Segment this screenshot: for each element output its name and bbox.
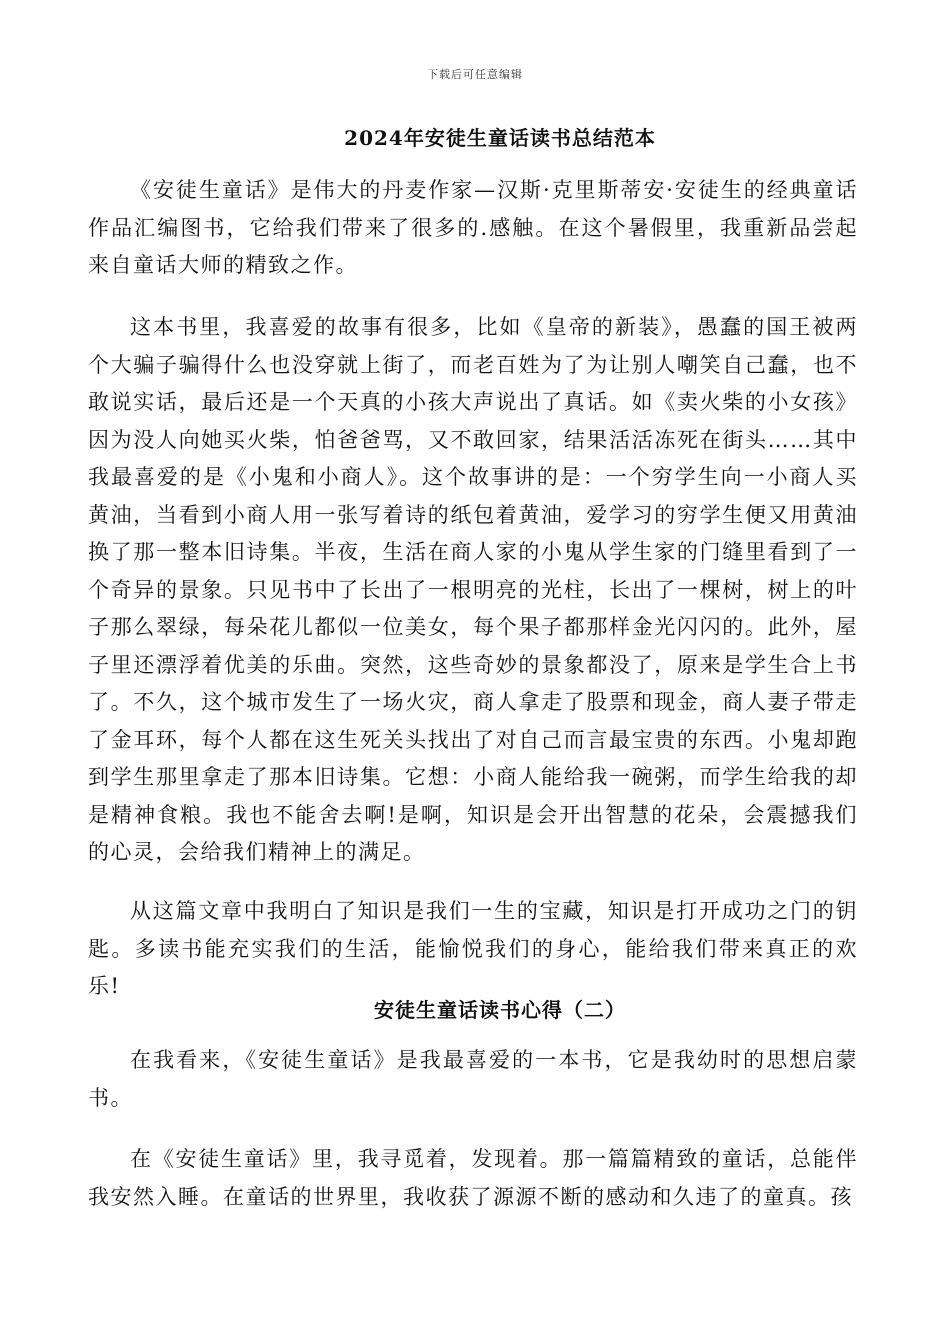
paragraph-intro: 《安徒生童话》是伟大的丹麦作家—汉斯·克里斯蒂安·安徒生的经典童话作品汇编图书，它给我们带来了很多的.感触。在这个暑假里，我重新品尝起来自童话大师的精致之作。	[88, 178, 858, 277]
header-note: 下载后可任意编辑	[427, 68, 523, 81]
paragraph-conclusion: 从这篇文章中我明白了知识是我们一生的宝藏，知识是打开成功之门的钥匙。多读书能充实我们的生活，能愉悦我们的身心，能给我们带来真正的欢乐!	[88, 899, 858, 998]
section-paragraph-1: 在我看来，《安徒生童话》是我最喜爱的一本书，它是我幼时的思想启蒙书。	[88, 1048, 858, 1110]
document-title: 2024年安徒生童话读书总结范本	[344, 126, 656, 150]
section-paragraph-2: 在《安徒生童话》里，我寻觅着，发现着。那一篇篇精致的童话，总能伴我安然入睡。在童话的世界里，我收获了源源不断的感动和久违了的童真。孩	[88, 1147, 858, 1209]
section-title: 安徒生童话读书心得（二）	[374, 998, 626, 1022]
paragraph-stories: 这本书里，我喜爱的故事有很多，比如《皇帝的新装》，愚蠢的国王被两个大骗子骗得什么也没穿就上街了，而老百姓为了为让别人嘲笑自己蠢，也不敢说实话，最后还是一个天真的小孩大声说出了真话。如《卖火柴的小女孩》因为没人向她买火柴，怕爸爸骂，又不敢回家，结果活活冻死在街头……其中我最喜爱的是《小鬼和小商人》。这个故事讲的是：一个穷学生向一小商人买黄油，当看到小商人用一张写着诗的纸包着黄油，爱学习的穷学生便又用黄油换了那一整本旧诗集。半夜，生活在商人家的小鬼从学生家的门缝里看到了一个奇异的景象。只见书中了长出了一根明亮的光柱，长出了一棵树，树上的叶子那么翠绿，每朵花儿都似一位美女，每个果子都那样金光闪闪的。此外，屋子里还漂浮着优美的乐曲。突然，这些奇妙的景象都没了，原来是学生合上书了。不久，这个城市发生了一场火灾，商人拿走了股票和现金，商人妻子带走了金耳环，每个人都在这生死关头找出了对自己而言最宝贵的东西。小鬼却跑到学生那里拿走了那本旧诗集。它想：小商人能给我一碗粥，而学生给我的却是精神食粮。我也不能舍去啊!是啊，知识是会开出智慧的花朵，会震撼我们的心灵，会给我们精神上的满足。	[88, 315, 858, 864]
